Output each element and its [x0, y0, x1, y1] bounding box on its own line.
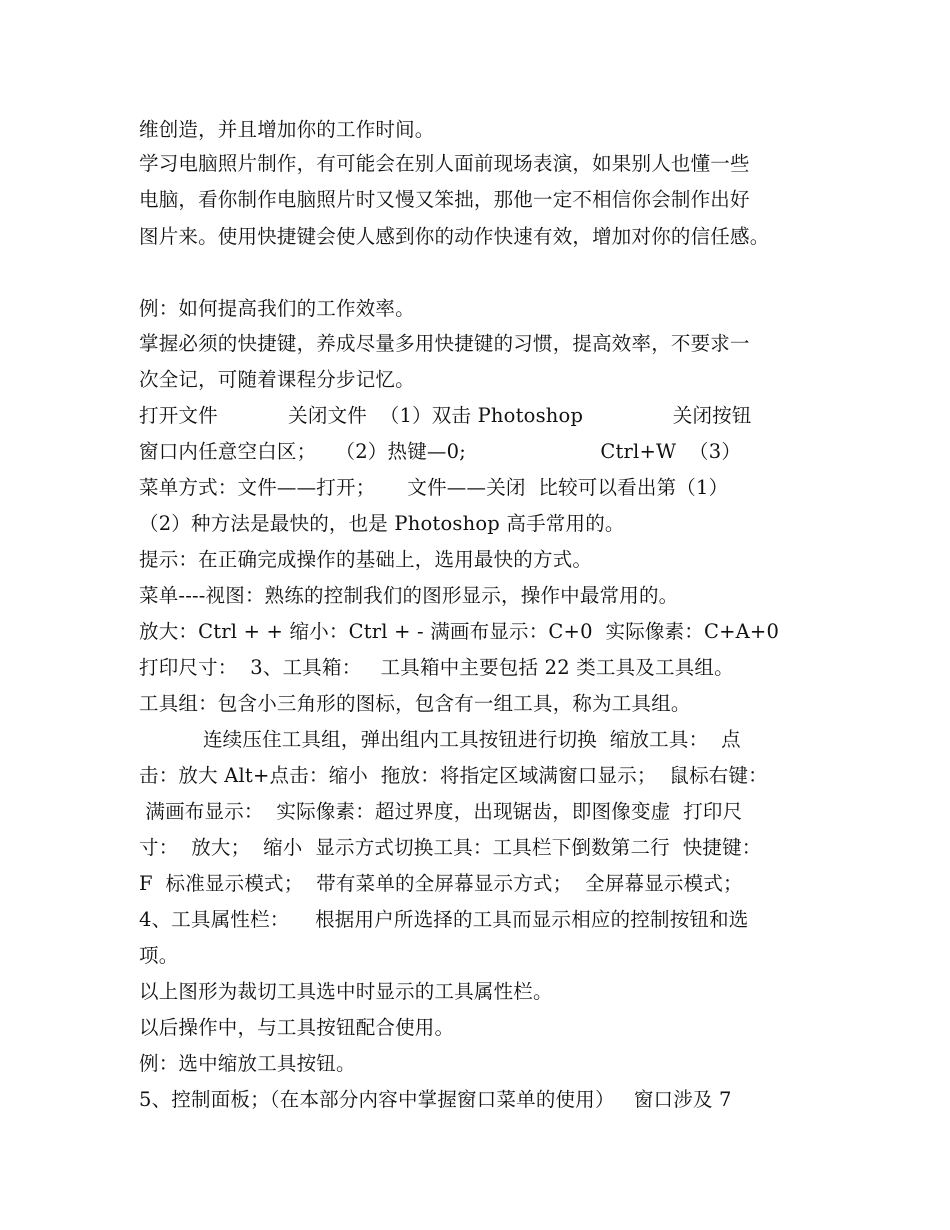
text-line: 工具组：包含小三角形的图标，包含有一组工具，称为工具组。 — [139, 692, 691, 715]
text-line: 窗口内任意空白区； （2）热键—0; Ctrl+W （3） — [139, 440, 742, 463]
text-line: 以上图形为裁切工具选中时显示的工具属性栏。 — [139, 980, 553, 1003]
text-line: 4、工具属性栏： 根据用户所选择的工具而显示相应的控制按钮和选 — [139, 908, 749, 931]
text-line: 项。 — [139, 944, 179, 967]
text-line: 连续压住工具组，弹出组内工具按钮进行切换 缩放工具： 点 — [139, 728, 741, 751]
text-line: 菜单----视图：熟练的控制我们的图形显示，操作中最常用的。 — [139, 584, 679, 607]
text-line: 满画布显示： 实际像素：超过界度，出现锯齿，即图像变虚 打印尺 — [139, 800, 743, 823]
text-line: 打印尺寸： 3、工具箱： 工具箱中主要包括 22 类工具及工具组。 — [139, 656, 734, 679]
text-line: 以后操作中，与工具按钮配合使用。 — [139, 1016, 455, 1039]
text-line: 放大：Ctrl + + 缩小：Ctrl + - 满画布显示：C+0 实际像素：C+A+0 — [139, 620, 780, 643]
text-line: 菜单方式：文件——打开； 文件——关闭 比较可以看出第（1） — [139, 476, 729, 499]
text-line: 寸： 放大； 缩小 显示方式切换工具：工具栏下倒数第二行 快捷键： — [139, 836, 762, 859]
text-line: 次全记，可随着课程分步记忆。 — [139, 368, 415, 391]
text-line: 掌握必须的快捷键，养成尽量多用快捷键的习惯，提高效率，不要求一 — [139, 332, 750, 355]
text-line: 例：如何提高我们的工作效率。 — [139, 297, 415, 320]
text-line: 学习电脑照片制作，有可能会在别人面前现场表演，如果别人也懂一些 — [139, 152, 750, 175]
text-line: 5、控制面板；（在本部分内容中掌握窗口菜单的使用） 窗口涉及 7 — [139, 1088, 732, 1111]
text-line: 提示：在正确完成操作的基础上，选用最快的方式。 — [139, 548, 593, 571]
text-line: （2）种方法是最快的，也是 Photoshop 高手常用的。 — [139, 512, 625, 535]
text-line: 电脑，看你制作电脑照片时又慢又笨拙，那他一定不相信你会制作出好 — [139, 188, 750, 211]
text-line: 例：选中缩放工具按钮。 — [139, 1052, 356, 1075]
text-line: F 标准显示模式； 带有菜单的全屏幕显示方式； 全屏幕显示模式； — [139, 872, 743, 895]
text-line: 维创造，并且增加你的工作时间。 — [139, 118, 435, 141]
text-line: 打开文件 关闭文件 （1）双击 Photoshop 关闭按钮 — [139, 404, 752, 427]
text-line: 图片来。使用快捷键会使人感到你的动作快速有效，增加对你的信任感。 — [139, 225, 770, 248]
text-line: 击：放大 Alt+点击：缩小 拖放：将指定区域满窗口显示； 鼠标右键： — [139, 764, 768, 787]
